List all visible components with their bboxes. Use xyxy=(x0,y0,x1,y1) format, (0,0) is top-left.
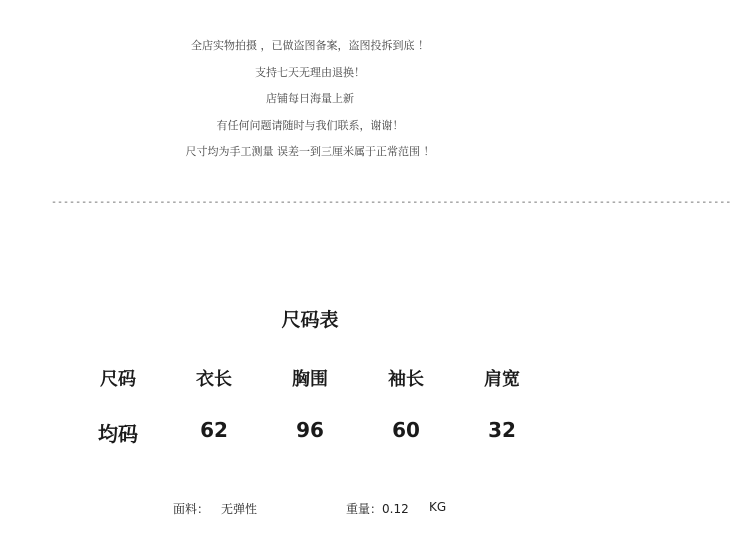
dashed-divider: ----------------------------------------------------------------------------------------------------------------- xyxy=(51,197,731,208)
value-length: 62 xyxy=(200,418,228,442)
header-length: 衣长 xyxy=(196,369,232,390)
value-size: 均码 xyxy=(98,422,138,446)
value-chest: 96 xyxy=(296,418,324,442)
weight-unit: KG xyxy=(429,500,447,514)
weight-label: 重量：0.12 xyxy=(346,502,409,516)
notice-line-5: 尺寸均为手工测量 误差一到三厘米属于正常范围 ！ xyxy=(185,145,435,158)
notice-line-2: 支持七天无理由退换！ xyxy=(255,66,365,79)
value-shoulder: 32 xyxy=(488,418,516,442)
header-size: 尺码 xyxy=(100,369,136,390)
value-sleeve: 60 xyxy=(392,418,420,442)
size-table-title: 尺码表 xyxy=(281,309,339,331)
fabric-label: 面料： xyxy=(173,502,210,516)
notice-line-1: 全店实物拍摄 ，已做盗图备案，盗图投拆到底 ！ xyxy=(191,39,429,52)
fabric-value: 无弹性 xyxy=(221,502,258,516)
notice-line-3: 店铺每日海量上新 xyxy=(266,92,354,105)
header-sleeve: 袖长 xyxy=(388,369,424,390)
notice-line-4: 有任何问题请随时与我们联系，谢谢！ xyxy=(216,119,404,132)
header-shoulder: 肩宽 xyxy=(484,369,520,390)
header-chest: 胸围 xyxy=(292,369,328,390)
